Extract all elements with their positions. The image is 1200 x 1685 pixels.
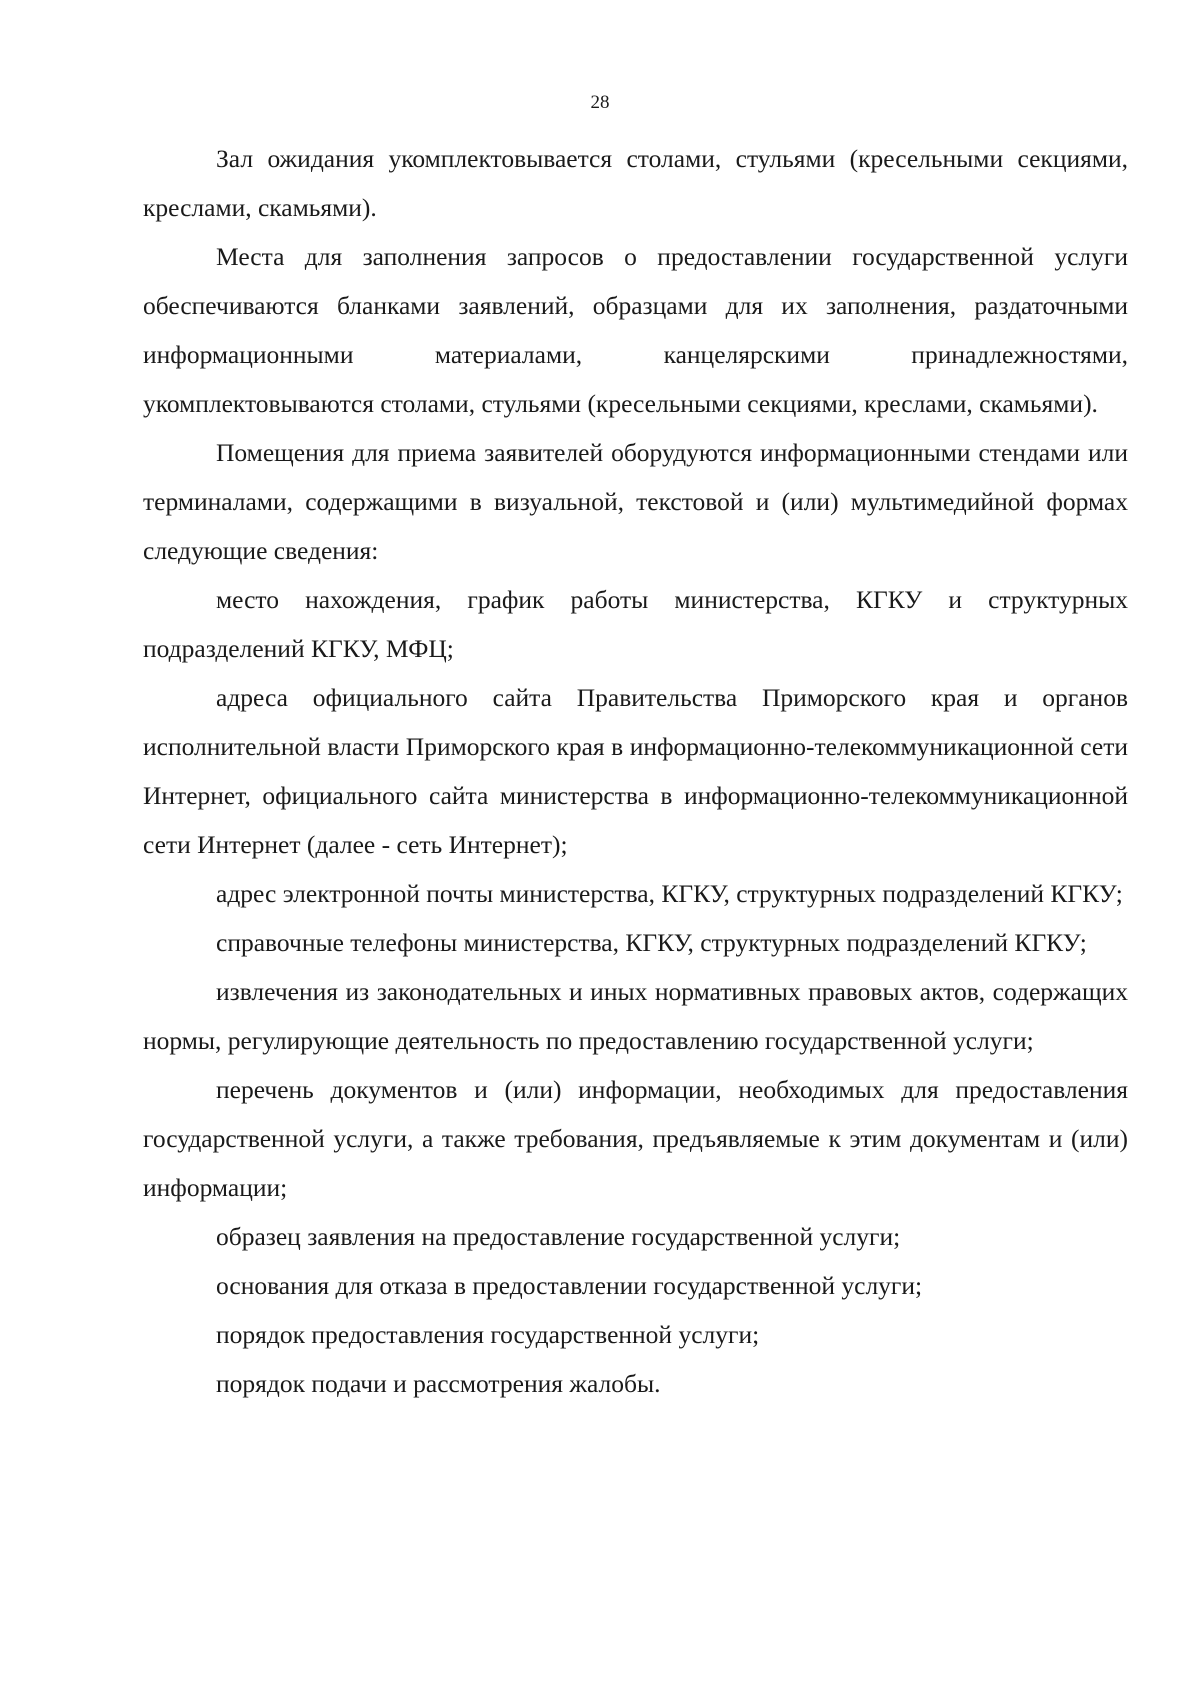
paragraph-request-filling-places: Места для заполнения запросов о предоставлении государственной услуги обеспечиваются бланками заявлений, образцами для их заполнения, раздаточными информационными материалами, канцелярскими принадлежностями, укомплектовываются столами, стульями (кресельными секциями, креслами, скамьями). [143, 242, 1128, 418]
list-item: образец заявления на предоставление государственной услуги; [216, 1222, 901, 1251]
paragraph-waiting-hall: Зал ожидания укомплектовывается столами, стульями (кресельными секциями, креслами, скамьями). [143, 144, 1128, 222]
list-item: перечень документов и (или) информации, необходимых для предоставления государственной услуги, а также требования, предъявляемые к этим документам и (или) информации; [143, 1075, 1128, 1202]
paragraph-reception-rooms: Помещения для приема заявителей оборудуются информационными стендами или терминалами, содержащими в визуальной, текстовой и (или) мультимедийной формах следующие сведения: [143, 438, 1128, 565]
list-item: адрес электронной почты министерства, КГКУ, структурных подразделений КГКУ; [216, 879, 1123, 908]
list-item: место нахождения, график работы министерства, КГКУ и структурных подразделений КГКУ, МФЦ; [143, 585, 1128, 663]
page-number: 28 [590, 92, 610, 113]
list-item: порядок предоставления государственной услуги; [216, 1320, 760, 1349]
list-item: основания для отказа в предоставлении государственной услуги; [216, 1271, 923, 1300]
list-item: порядок подачи и рассмотрения жалобы. [216, 1369, 661, 1398]
list-item: адреса официального сайта Правительства Приморского края и органов исполнительной власти Приморского края в информационно-телекоммуникационной сети Интернет, официального сайта министерства в информационно-телекоммуникационной сети Интернет (далее - сеть Интернет); [143, 683, 1128, 859]
document-body [143, 134, 1128, 1408]
list-item: извлечения из законодательных и иных нормативных правовых актов, содержащих нормы, регулирующие деятельность по предоставлению государственной услуги; [143, 977, 1128, 1055]
list-item: справочные телефоны министерства, КГКУ, структурных подразделений КГКУ; [216, 928, 1087, 957]
